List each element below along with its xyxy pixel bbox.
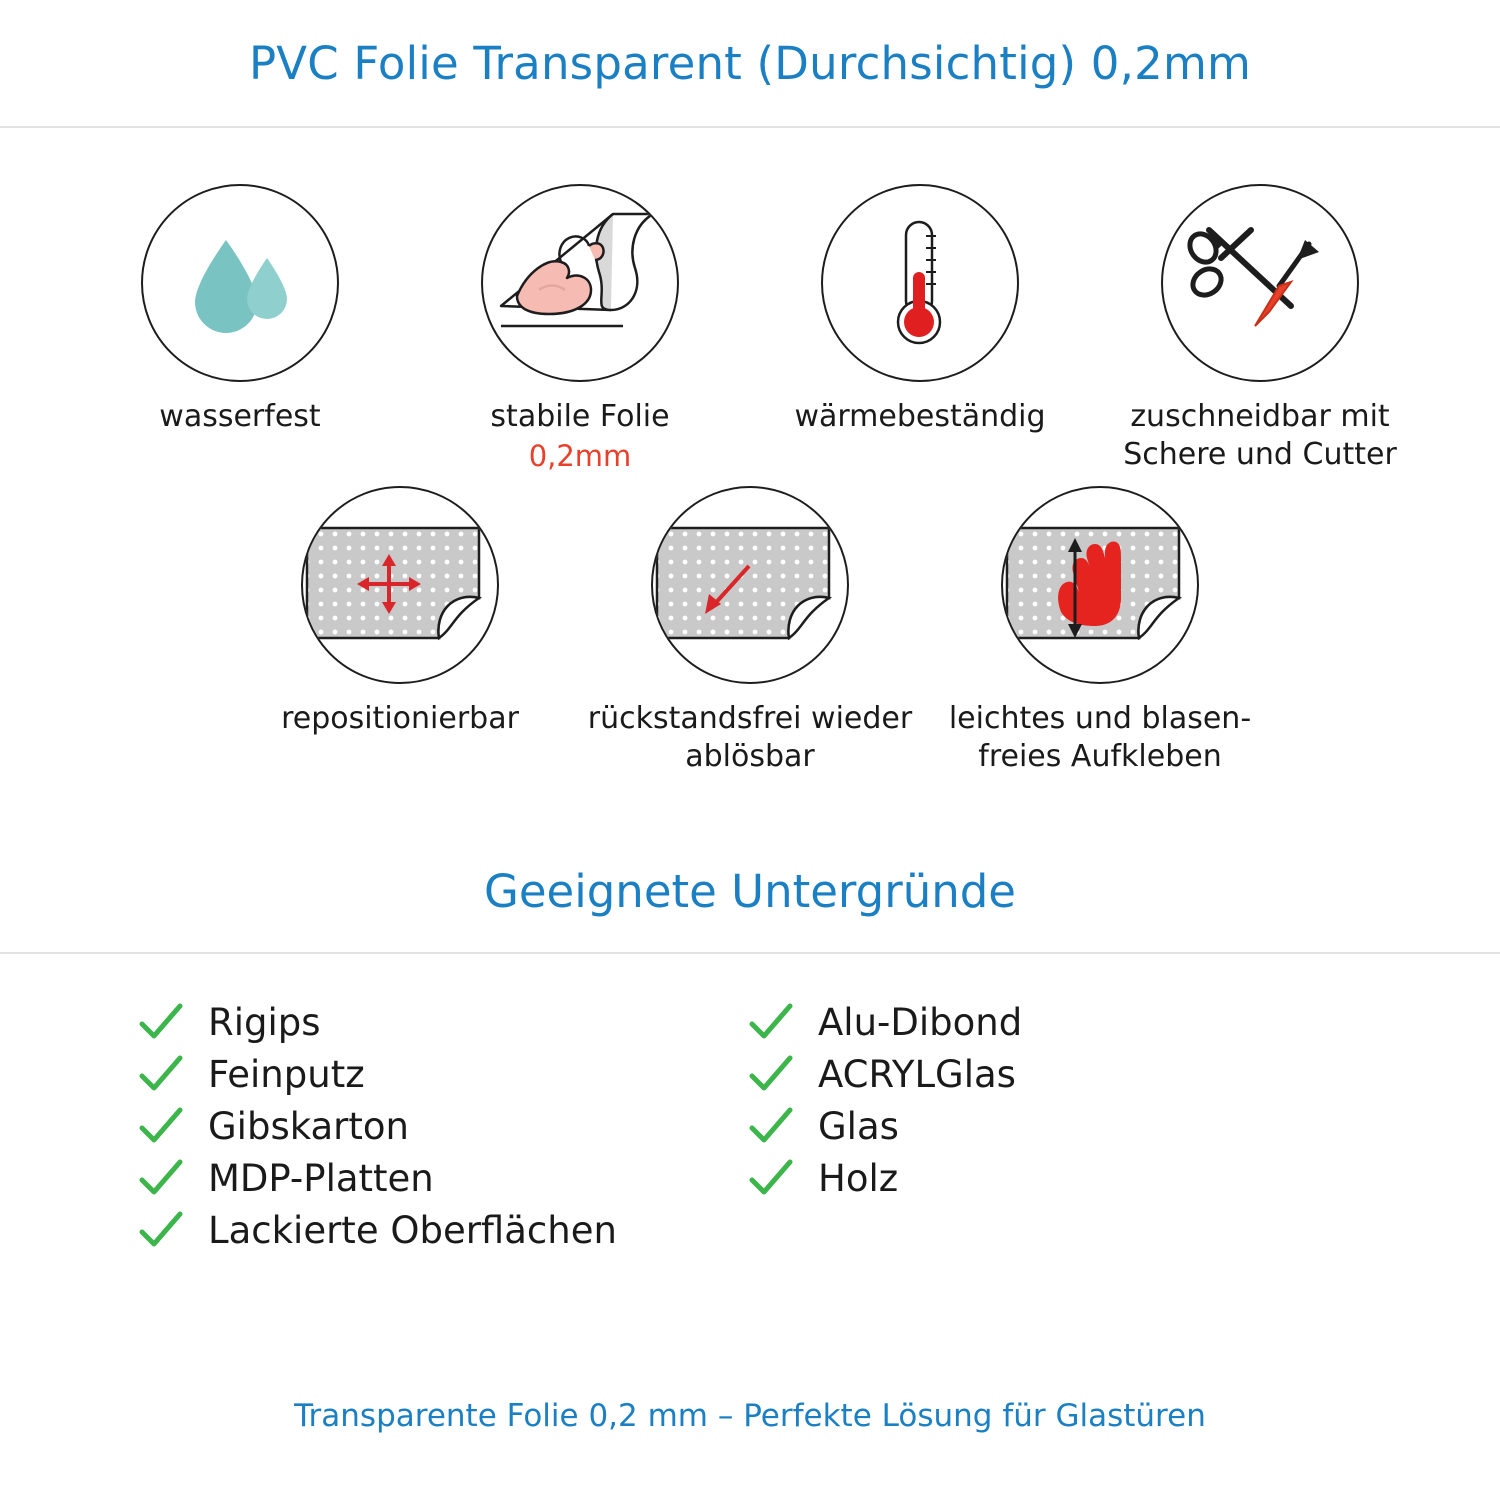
surface-label: ACRYLGlas: [818, 1052, 1016, 1096]
check-icon: [138, 1106, 184, 1148]
feature-label: wasserfest: [159, 399, 321, 434]
feature-rueckstandsfrei: [575, 486, 925, 776]
list-item: [748, 1002, 1022, 1044]
feature-repositionierbar: [225, 486, 575, 776]
water-drops-icon: [141, 184, 339, 382]
surface-label: Glas: [818, 1104, 899, 1148]
check-icon: [138, 1054, 184, 1096]
feature-aufkleben: [925, 486, 1275, 776]
surface-label: Rigips: [208, 1000, 321, 1044]
feature-caption: [490, 398, 669, 474]
feature-caption: [281, 700, 519, 738]
feature-waermebestaendig: [750, 184, 1090, 474]
feature-label: leichtes und blasen-freies Aufkleben: [948, 701, 1252, 775]
list-item: [748, 1054, 1022, 1096]
feature-row-2: [0, 486, 1500, 776]
list-item: [138, 1158, 748, 1200]
check-icon: [748, 1106, 794, 1148]
check-icon: [138, 1002, 184, 1044]
list-item: [748, 1106, 1022, 1148]
check-icon: [138, 1158, 184, 1200]
feature-caption: [159, 398, 320, 436]
surface-label: Alu-Dibond: [818, 1000, 1023, 1044]
page-title: PVC Folie Transparent (Durchsichtig) 0,2mm: [248, 36, 1252, 90]
subheader: [0, 832, 1500, 954]
scissors-cutter-icon: [1161, 184, 1359, 382]
feature-label: rückstandsfrei wieder ablösbar: [587, 701, 913, 775]
feature-caption: [794, 398, 1045, 436]
feature-wasserfest: [70, 184, 410, 474]
list-item: [138, 1210, 748, 1252]
feature-stabile-folie: [410, 184, 750, 474]
surfaces-column-left: [138, 1002, 748, 1262]
check-icon: [748, 1002, 794, 1044]
feature-label: wärmebeständig: [794, 399, 1046, 434]
list-item: [138, 1054, 748, 1096]
feature-label: stabile Folie: [490, 399, 670, 434]
surface-label: MDP-Platten: [208, 1156, 434, 1200]
check-icon: [138, 1210, 184, 1252]
peel-off-arrow-icon: [651, 486, 849, 684]
surfaces-column-right: [748, 1002, 1022, 1262]
thermometer-icon: [821, 184, 1019, 382]
feature-label: repositionierbar: [281, 701, 519, 737]
feature-caption: [935, 700, 1265, 776]
feature-caption: [1095, 398, 1425, 474]
features-section: [0, 128, 1500, 776]
surfaces-section: [0, 954, 1500, 1262]
footer: [0, 1398, 1500, 1434]
section-title: Geeignete Untergründe: [483, 865, 1016, 919]
feature-zuschneidbar: [1090, 184, 1430, 474]
surface-label: Feinputz: [208, 1052, 365, 1096]
reposition-arrows-icon: [301, 486, 499, 684]
feature-label: zuschneidbar mit Schere und Cutter: [1123, 399, 1397, 472]
list-item: [138, 1106, 748, 1148]
feature-sublabel: 0,2mm: [528, 438, 632, 473]
surface-label: Gibskarton: [208, 1104, 409, 1148]
strong-arm-film-icon: [481, 184, 679, 382]
list-item: [748, 1158, 1022, 1200]
feature-row-1: [0, 184, 1500, 474]
hand-smoothing-icon: [1001, 486, 1199, 684]
feature-caption: [585, 700, 915, 776]
surface-label: Lackierte Oberflächen: [208, 1208, 617, 1252]
footer-text: Transparente Folie 0,2 mm – Perfekte Lösung für Glastüren: [294, 1398, 1206, 1434]
header: [0, 0, 1500, 128]
surface-label: Holz: [818, 1156, 899, 1200]
check-icon: [748, 1158, 794, 1200]
list-item: [138, 1002, 748, 1044]
check-icon: [748, 1054, 794, 1096]
